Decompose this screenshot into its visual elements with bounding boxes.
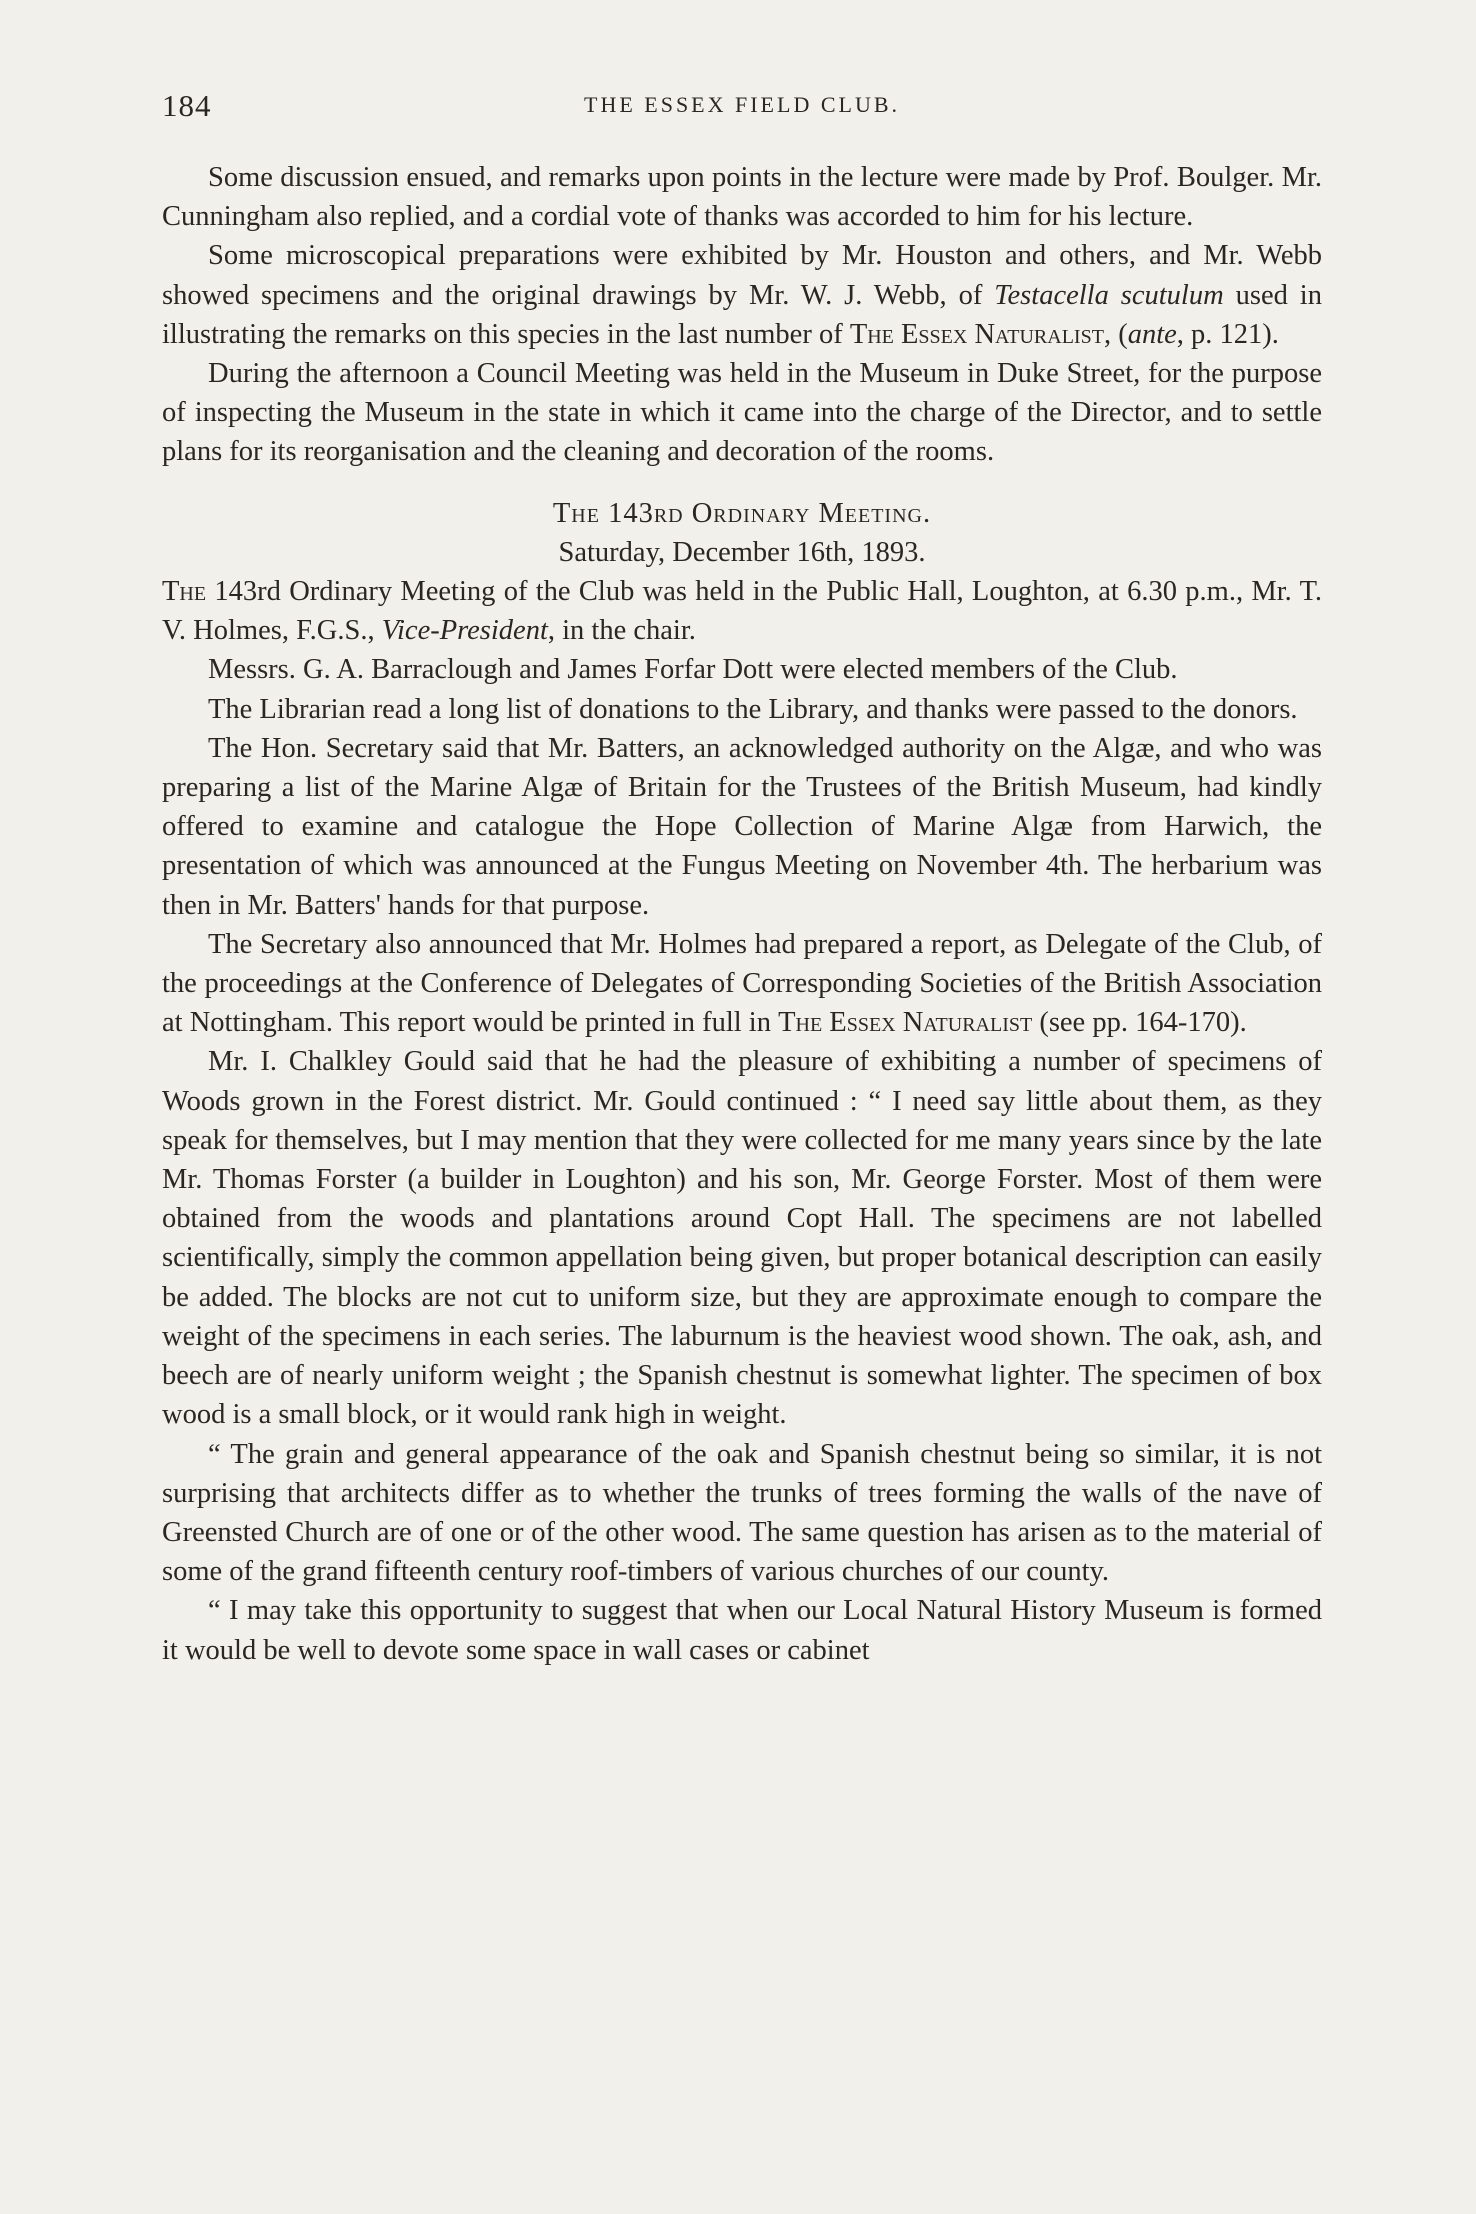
paragraph-woods-exhibit: Mr. I. Chalkley Gould said that he had the pleasure of exhibiting a number of specimens of Woods grown in the Forest district. Mr. Gould continued : “ I need say little about them, as they speak for themselves, but I may mention that they were collected for me many years since by the late Mr. Thomas Forster (a builder in Loughton) and his son, Mr. George Forster. Most of them were obtained from the woods and plantations around Copt Hall. The specimens are not labelled scientifically, simply the common appellation being given, but proper botanical description can easily be added. The blocks are not cut to uniform size, but they are approximate enough to compare the weight of the specimens in each series. The laburnum is the heaviest wood shown. The oak, ash, and beech are of nearly uniform weight ; the Spanish chestnut is somewhat lighter. The specimen of box wood is a small block, or it would rank high in weight. — [162, 1046, 1322, 1431]
paragraph-library-donations: The Librarian read a long list of donations to the Library, and thanks were passed to the donors. — [208, 693, 1298, 725]
body-text — [162, 158, 1322, 1670]
journal-name: The Essex Naturalist — [849, 318, 1104, 350]
running-title: THE ESSEX FIELD CLUB. — [584, 92, 900, 117]
lead-word: The — [162, 576, 207, 608]
text-fragment: , p. 121). — [1176, 318, 1279, 350]
paragraph-elections: Messrs. G. A. Barraclough and James Forfar Dott were elected members of the Club. — [208, 654, 1178, 686]
journal-name: The Essex Naturalist — [778, 1007, 1033, 1039]
meeting-date: Saturday, December 16th, 1893. — [558, 536, 926, 568]
species-name: Testacella scutulum — [994, 279, 1224, 311]
meeting-heading: The 143rd Ordinary Meeting. — [552, 497, 932, 529]
text-fragment: The Secretary also announced that Mr. Holmes had prepared a report, as Delegate of the Club, of the proceedings at the Conference of Delegates of Corresponding Societies of the British Association at Nottingham. This report would be printed in full in — [162, 928, 1322, 1039]
paragraph-microscopical-preparations — [162, 236, 1322, 354]
ante-reference: ante — [1127, 318, 1177, 350]
paragraph-algae-collection: The Hon. Secretary said that Mr. Batters, an acknowledged authority on the Algæ, and who was preparing a list of the Marine Algæ of Britain for the Trustees of the British Museum, had kindly offered to examine and catalogue the Hope Collection of Marine Algæ from Harwich, the presentation of which was announced at the Fungus Meeting on November 4th. The herbarium was then in Mr. Batters' hands for that purpose. — [162, 732, 1322, 921]
chair-role: Vice-President — [381, 615, 548, 647]
running-head — [162, 88, 1322, 128]
text-fragment: 143rd Ordinary Meeting of the Club was held in the Public Hall, Loughton, at 6.30 p.m., Mr. T. V. Holmes, F.G.S., — [162, 576, 1322, 647]
text-fragment: (see pp. 164-170). — [1032, 1007, 1247, 1039]
paragraph-delegate-report — [162, 925, 1322, 1043]
paragraph-meeting-opening — [162, 572, 1322, 650]
page-number: 184 — [162, 88, 212, 123]
text-fragment: , in the chair. — [547, 615, 696, 647]
text-fragment: Some microscopical preparations were exhibited by Mr. Houston and others, and Mr. Webb showed specimens and the original drawings by Mr. W. J. Webb, of — [162, 240, 1322, 311]
paragraph-museum-suggestion: “ I may take this opportunity to suggest that when our Local Natural History Museum is formed it would be well to devote some space in wall cases or cabinet — [162, 1595, 1322, 1666]
text-fragment: used in illustrating the remarks on this species in the last number of — [162, 279, 1322, 350]
paragraph-council-meeting: During the afternoon a Council Meeting was held in the Museum in Duke Street, for the purpose of inspecting the Museum in the state in which it came into the charge of the Director, and to settle plans for its reorganisation and the cleaning and decoration of the rooms. — [162, 358, 1322, 468]
paragraph-oak-chestnut: “ The grain and general appearance of the oak and Spanish chestnut being so similar, it is not surprising that architects differ as to whether the trunks of trees forming the walls of the nave of Greensted Church are of one or of the other wood. The same question has arisen as to the material of some of the grand fifteenth century roof-timbers of various churches of our county. — [162, 1438, 1322, 1588]
paragraph-discussion: Some discussion ensued, and remarks upon points in the lecture were made by Prof. Boulger. Mr. Cunningham also replied, and a cordial vote of thanks was accorded to him for his lecture. — [162, 162, 1322, 233]
text-fragment: , ( — [1103, 318, 1128, 350]
